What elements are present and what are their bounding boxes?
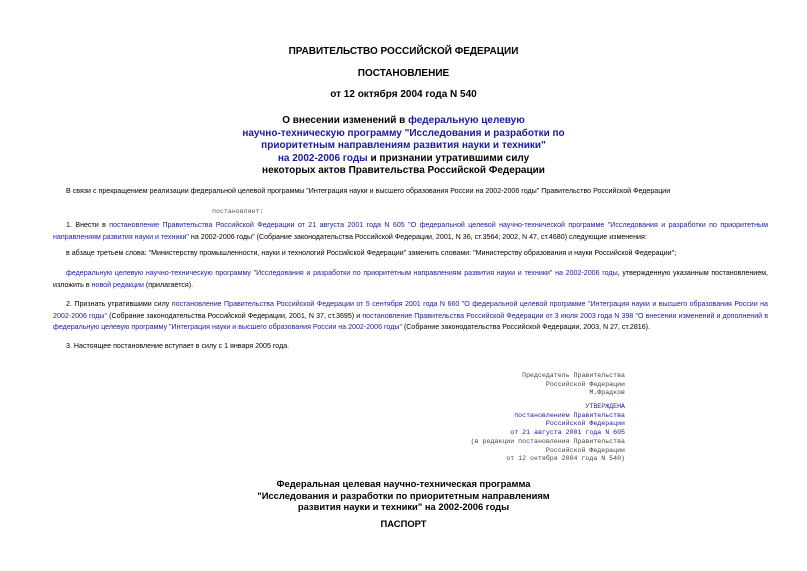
approval-link-2[interactable]: Российской Федерации — [545, 420, 625, 428]
signature-block: Председатель Правительства Российской Федерации М.Фрадков — [522, 372, 625, 397]
paragraph-3: федеральную целевую научно-техническую программу "Исследования и разработки по приоритетным направлениям развития науки и техники" на 2002-2006 годы, утвержденную указанным постановлением, изложить в новой редакции (прилагается). — [53, 269, 768, 289]
decree-word: постановляет: — [212, 208, 264, 215]
intro-paragraph: В связи с прекращением реализации федеральной целевой программы "Интеграция науки и высшего образования России на 2002-2006 годы" Правительство Российской Федерации — [66, 187, 671, 195]
title-program-link-3[interactable]: приоритетным направлениям развития науки и техники" — [261, 140, 546, 151]
paragraph-5: 3. Настоящее постановление вступает в силу с 1 января 2005 года. — [66, 342, 290, 350]
paragraph-2: в абзаце третьем слова: "Министерству промышленности, науки и технологий Российской Федерации" заменить словами: "Министерству образования и науки Российской Федерации"; — [66, 249, 677, 257]
link-decree-605[interactable]: постановление Правительства Российской Федерации от 21 августа 2001 года N 605 "О федеральной целевой научно-технической программе "Исследования и разработки по приоритетным направлениям развития науки и техники" — [53, 221, 768, 241]
document-title: О внесении изменений в федеральную целевую научно-техническую программу "Исследования и разработки по приоритетным направлениям развития науки и техники" на 2002-2006 годы и признании утратившими силу некоторых актов Правительства Российской Федерации — [242, 115, 565, 176]
approval-block: УТВЕРЖДЕНА постановлением Правительства Российской Федерации от 21 августа 2001 года N 605 (в редакции постановления Правительства Российской Федерации от 12 октября 2004 года N 540) — [470, 403, 625, 463]
paragraph-4: 2. Признать утратившими силу постановление Правительства Российской Федерации от 5 сентября 2001 года N 660 "О федеральной целевой программе "Интеграция науки и высшего образования России на 2002-2006 годы" (Собрание законодательства Российской Федерации, 2001, N 37, ст.3695) и постановление Правительства Российской Федерации от 3 июля 2003 года N 398 "О внесении изменений и дополнений в федеральную целевую программу "Интеграция науки и высшего образования России на 2002-2006 годы" (Собрание законодательства Российской Федерации, 2003, N 27, ст.2816). — [53, 300, 769, 331]
approval-link-1[interactable]: постановлением Правительства — [514, 411, 625, 419]
passport-heading: ПАСПОРТ — [380, 518, 427, 529]
title-program-link-2[interactable]: научно-техническую программу "Исследования и разработки по — [242, 127, 565, 139]
approval-link-3[interactable]: от 21 августа 2001 года N 605 — [510, 429, 625, 437]
link-new-edition[interactable]: новой редакции — [91, 280, 144, 289]
doc-date-number: от 12 октября 2004 года N 540 — [330, 89, 477, 100]
link-decree-660[interactable]: постановление Правительства Российской Федерации от 5 сентября 2001 года N 660 "О федеральной целевой программе "Интеграция науки и высшего образования России на 2002-2006 годы" — [53, 300, 768, 320]
doc-type: ПОСТАНОВЛЕНИЕ — [357, 68, 450, 79]
government-name: ПРАВИТЕЛЬСТВО РОССИЙСКОЙ ФЕДЕРАЦИИ — [288, 46, 519, 57]
link-decree-398[interactable]: постановление Правительства Российской Федерации от 3 июля 2003 года N 398 "О внесении изменений и дополнений в федеральную целевую программу "Интеграция науки и высшего образования России на 2002-2006 годы" — [53, 311, 769, 331]
program-title: Федеральная целевая научно-техническая программа "Исследования и разработки по приоритетным направлениям развития науки и техники" на 2002-2006 годы — [257, 478, 550, 512]
link-program[interactable]: федеральную целевую научно-техническую программу "Исследования и разработки по приоритетным направлениям развития науки и техники" на 2002-2006 годы — [66, 269, 618, 277]
title-program-link-4[interactable]: на 2002-2006 годы — [277, 152, 368, 164]
title-program-link-1[interactable]: федеральную целевую — [408, 115, 525, 126]
paragraph-1: 1. Внести в постановление Правительства Российской Федерации от 21 августа 2001 года N 605 "О федеральной целевой научно-технической программе "Исследования и разработки по приоритетным направлениям развития науки и техники" на 2002-2006 годы" (Собрание законодательства Российской Федерации, 2001, N 36, ст.3564; 2002, N 47, ст.4680) следующие изменения: — [53, 221, 768, 241]
